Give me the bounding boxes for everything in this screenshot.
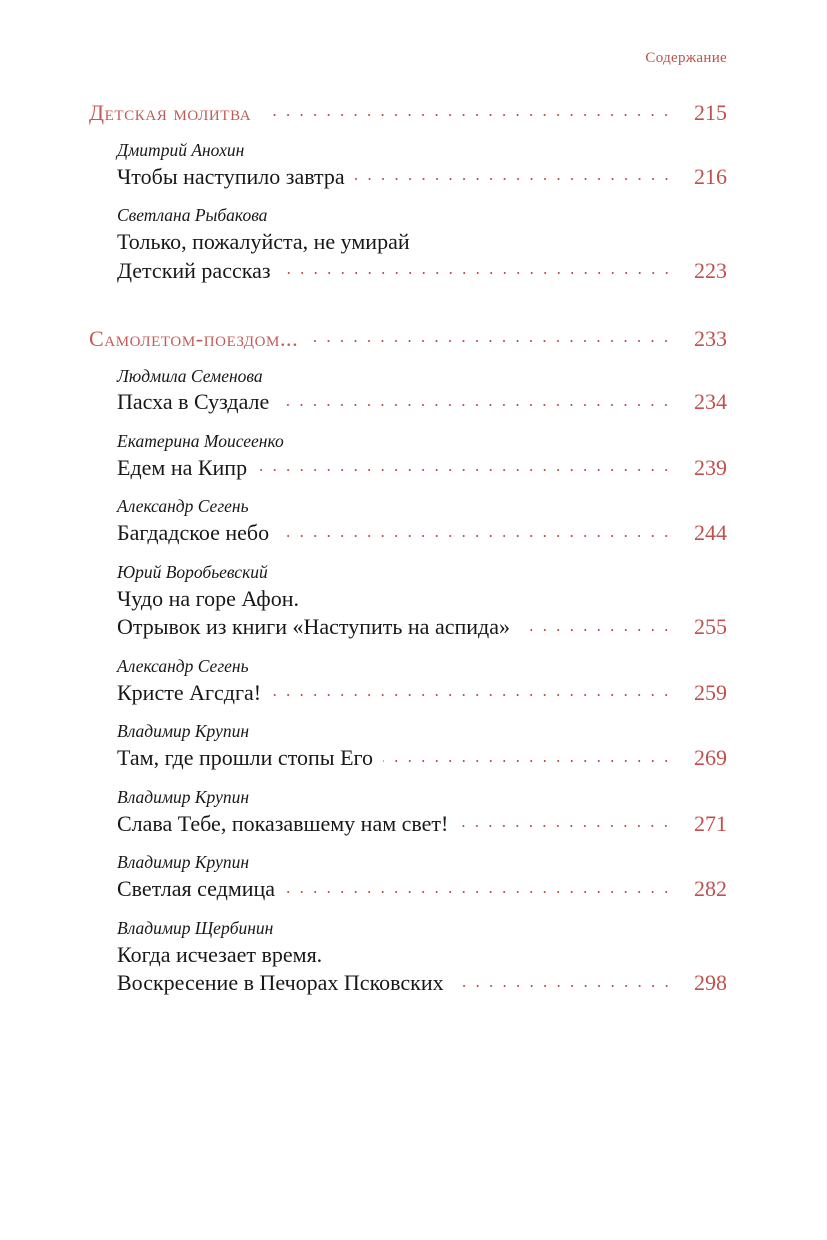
running-head: Содержание bbox=[645, 50, 727, 66]
dot-leader bbox=[383, 749, 673, 765]
section-title: Детская молитва bbox=[89, 100, 252, 125]
entry-author: Владимир Крупин bbox=[117, 721, 250, 742]
entry-title-row bbox=[117, 388, 727, 417]
dot-leader bbox=[285, 880, 673, 896]
dot-leader bbox=[279, 524, 673, 540]
entry-author: Людмила Семенова bbox=[117, 365, 263, 386]
entry-title-row bbox=[117, 257, 727, 286]
entry-author: Светлана Рыбакова bbox=[117, 205, 268, 226]
entry-author: Александр Сегень bbox=[117, 656, 249, 676]
section-heading-row[interactable] bbox=[89, 100, 727, 126]
entry-title-row bbox=[117, 679, 727, 708]
entry-title-line: Там, где прошли стопы Его bbox=[117, 745, 373, 771]
entry-page-number: 271 bbox=[694, 810, 727, 836]
toc-entry[interactable] bbox=[117, 918, 727, 998]
section-page-number: 233 bbox=[694, 325, 727, 351]
entry-title-line: Едем на Кипр bbox=[117, 454, 248, 480]
dot-leader bbox=[271, 684, 673, 700]
entry-title-line: Багдадское небо bbox=[117, 520, 270, 546]
entry-page-number: 298 bbox=[694, 970, 727, 996]
entry-page-number: 234 bbox=[694, 389, 727, 415]
entry-title-line: Только, пожалуйста, не умирай bbox=[117, 229, 410, 255]
entry-title-row bbox=[117, 969, 727, 998]
entry-page-number: 223 bbox=[694, 257, 727, 283]
toc-entry[interactable] bbox=[117, 852, 727, 903]
entry-author: Юрий Воробьевский bbox=[117, 561, 268, 582]
entry-title-line: Чтобы наступило завтра bbox=[117, 163, 345, 189]
toc-entry[interactable] bbox=[117, 366, 727, 417]
toc-section bbox=[89, 100, 727, 286]
dot-leader bbox=[279, 393, 673, 409]
dot-leader bbox=[265, 104, 673, 120]
entry-title-line: Чудо на горе Афон. bbox=[117, 585, 299, 611]
toc-entry[interactable] bbox=[117, 721, 727, 772]
entry-page-number: 239 bbox=[694, 454, 727, 480]
entry-author: Владимир Крупин bbox=[117, 852, 250, 873]
entry-title-line: Слава Тебе, показавшему нам свет! bbox=[117, 810, 449, 836]
entry-page-number: 244 bbox=[694, 520, 727, 546]
entry-title-row bbox=[117, 613, 727, 642]
section-title: Самолетом-поездом... bbox=[89, 325, 299, 351]
entry-title-row bbox=[117, 519, 727, 548]
entry-title-line: Воскресение в Печорах Псковских bbox=[117, 970, 444, 996]
entry-page-number: 216 bbox=[694, 163, 727, 189]
entry-title-line: Кристе Агсдга! bbox=[117, 679, 262, 705]
entry-author: Владимир Щербинин bbox=[117, 917, 274, 938]
toc-entry[interactable] bbox=[117, 562, 727, 642]
entry-page-number: 282 bbox=[694, 876, 727, 902]
toc-entry[interactable] bbox=[117, 205, 727, 285]
entry-author: Александр Сегень bbox=[117, 496, 249, 517]
table-of-contents bbox=[89, 100, 727, 998]
entry-title-line: Пасха в Суздале bbox=[117, 389, 270, 415]
dot-leader bbox=[458, 815, 673, 831]
dot-leader bbox=[312, 330, 673, 346]
entry-author: Дмитрий Анохин bbox=[117, 140, 245, 160]
toc-entry[interactable] bbox=[117, 656, 727, 707]
dot-leader bbox=[520, 618, 673, 634]
entry-page-number: 255 bbox=[694, 614, 727, 640]
entry-title-line: Отрывок из книги «Наступить на аспида» bbox=[117, 614, 510, 640]
entry-title-line: Детский рассказ bbox=[117, 257, 271, 283]
dot-leader bbox=[257, 459, 673, 475]
entry-title-row bbox=[117, 875, 727, 904]
dot-leader bbox=[355, 168, 673, 184]
toc-entry[interactable] bbox=[117, 496, 727, 547]
toc-entry[interactable] bbox=[117, 787, 727, 838]
entry-page-number: 259 bbox=[694, 679, 727, 705]
dot-leader bbox=[454, 974, 673, 990]
entry-author: Владимир Крупин bbox=[117, 786, 250, 807]
toc-entry[interactable] bbox=[117, 431, 727, 482]
toc-section bbox=[89, 326, 727, 998]
section-heading-row[interactable] bbox=[89, 326, 727, 352]
entry-title-row bbox=[117, 163, 727, 192]
toc-entry[interactable] bbox=[117, 140, 727, 191]
entry-page-number: 269 bbox=[694, 745, 727, 771]
entry-title-row bbox=[117, 744, 727, 773]
entry-title-row bbox=[117, 810, 727, 839]
section-page-number: 215 bbox=[694, 100, 727, 125]
entry-author: Екатерина Моисеенко bbox=[117, 431, 284, 451]
entry-title-line: Светлая седмица bbox=[117, 876, 276, 902]
entry-title-line: Когда исчезает время. bbox=[117, 941, 323, 967]
dot-leader bbox=[281, 262, 673, 278]
entry-title-row bbox=[117, 454, 727, 483]
